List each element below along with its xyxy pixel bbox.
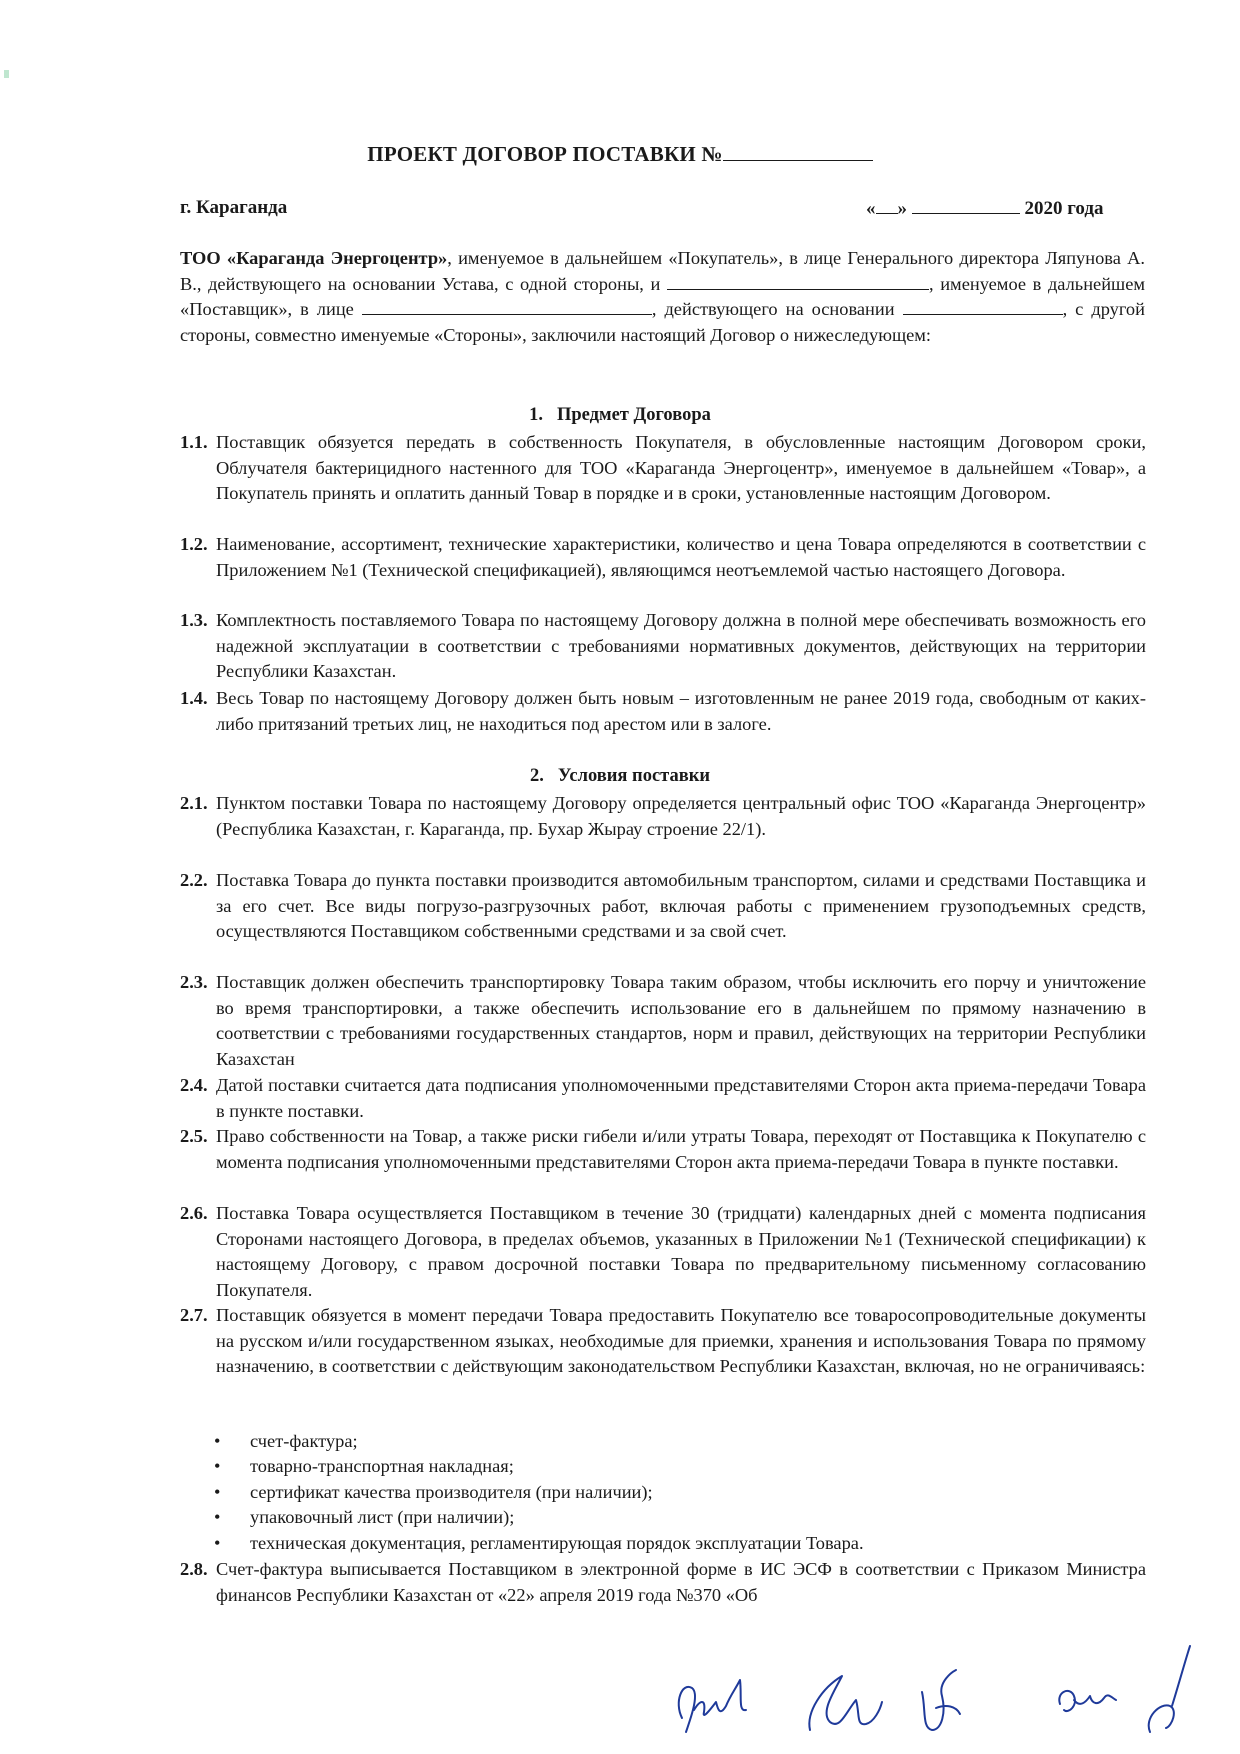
clause-number: 2.1.: [180, 793, 208, 813]
bullet-icon: •: [214, 1431, 221, 1451]
signature-5: [1149, 1646, 1190, 1732]
clause-number: 2.8.: [180, 1559, 208, 1579]
signature-3: [922, 1670, 960, 1730]
clause-number: 1.2.: [180, 534, 208, 554]
clause-text: Датой поставки считается дата подписания уполномоченными представителями Сторон акта приема-передачи Товара в пункте поставки.: [216, 1075, 1146, 1121]
bullet-icon: •: [214, 1507, 221, 1527]
clause-number: 2.7.: [180, 1305, 208, 1325]
document-title: [0, 142, 1240, 167]
section-title: Предмет Договора: [556, 405, 711, 425]
intro-text-5: , с другой стороны, совместно именуемые «Стороны», заключили настоящий Договор о нижеследующем:: [180, 299, 1145, 345]
contract-number-blank: [723, 142, 873, 161]
signature-4: [1059, 1691, 1116, 1711]
clause-text: Поставщик должен обеспечить транспортировку Товара таким образом, чтобы исключить его порчу и уничтожение во время транспортировки, а также обеспечить использование его в дальнейшем по прямому назначению в соответствии с требованиями государственных стандартов, норм и правил, действующих на территории Республики Казахстан: [216, 972, 1146, 1069]
section-title: Условия поставки: [557, 766, 711, 786]
date-quote-close: »: [897, 198, 907, 219]
date-year: 2020 года: [1024, 198, 1104, 219]
clause-text: Комплектность поставляемого Товара по настоящему Договору должна в полной мере обеспечивать возможность его надежной эксплуатации в соответствии с требованиями нормативных документов, действующих на территории Республики Казахстан.: [216, 610, 1146, 681]
bullet-text: товарно-транспортная накладная;: [250, 1456, 514, 1476]
supplier-basis-blank: [903, 298, 1063, 315]
clause-text: Поставщик обязуется передать в собственность Покупателя, в обусловленные настоящим Договором сроки, Облучателя бактерицидного настенного для ТОО «Караганда Энергоцентр», именуемое в дальнейшем «Товар», а Покупатель принять и оплатить данный Товар в порядке и в сроки, установленные настоящим Договором.: [216, 432, 1146, 503]
intro-paragraph: [180, 246, 1145, 348]
month-blank: [912, 197, 1020, 214]
title-text: ПРОЕКТ ДОГОВОР ПОСТАВКИ №: [367, 142, 723, 166]
signature-2: [809, 1676, 882, 1730]
clause-number: 1.3.: [180, 610, 208, 630]
supplier-name-blank: [667, 273, 929, 290]
clause-number: 2.5.: [180, 1126, 208, 1146]
intro-text-2: , именуемое в дальнейшем «Поставщик», в лице: [180, 273, 1145, 319]
clause-text: Поставка Товара до пункта поставки производится автомобильным транспортом, силами и средствами Поставщика и за его счет. Все виды погрузо-разгрузочных работ, включая работы с применением грузоподъемных средств, осуществляются Поставщиком собственными средствами и за свой счет.: [216, 870, 1146, 941]
city: г. Караганда: [180, 197, 288, 218]
bullet-icon: •: [214, 1533, 221, 1553]
bullet-icon: •: [214, 1456, 221, 1476]
bullet-icon: •: [214, 1482, 221, 1502]
clause-text: Весь Товар по настоящему Договору должен быть новым – изготовленным не ранее 2019 года, свободным от каких-либо притязаний третьих лиц, не находиться под арестом или в залоге.: [216, 688, 1146, 734]
clause-text: Наименование, ассортимент, технические характеристики, количество и цена Товара определяются в соответствии с Приложением №1 (Технической спецификацией), являющимся неотъемлемой частью настоящего Договора.: [216, 534, 1146, 580]
clause-number: 2.6.: [180, 1203, 208, 1223]
clause-number: 1.4.: [180, 688, 208, 708]
intro-text-1: , именуемое в дальнейшем «Покупатель», в лице Генерального директора Ляпунова А. В., действующего на основании Устава, с одной стороны, и: [180, 248, 1145, 294]
bullet-text: техническая документация, регламентирующая порядок эксплуатации Товара.: [250, 1533, 864, 1553]
signatures: [660, 1640, 1220, 1740]
clause-text: Пунктом поставки Товара по настоящему Договору определяется центральный офис ТОО «Караганда Энергоцентр» (Республика Казахстан, г. Караганда, пр. Бухар Жырау строение 22/1).: [216, 793, 1146, 839]
section-number: 2.: [529, 766, 544, 786]
date-quote-open: «: [866, 198, 876, 219]
day-blank: [876, 197, 898, 214]
clause-number: 1.1.: [180, 432, 208, 452]
clause-text: Поставка Товара осуществляется Поставщиком в течение 30 (тридцати) календарных дней с момента подписания Сторонами настоящего Договора, в пределах объемов, указанных в Приложении №1 (Технической спецификации) к настоящему Договору, с правом досрочной поставки Товара по предварительному письменному согласованию Покупателя.: [216, 1203, 1146, 1300]
clause-number: 2.2.: [180, 870, 208, 890]
intro-text-3: ,: [651, 299, 657, 319]
clause-number: 2.3.: [180, 972, 208, 992]
section-heading-1: [0, 405, 1240, 426]
clause-text: Счет-фактура выписывается Поставщиком в электронной форме в ИС ЭСФ в соответствии с Приказом Министра финансов Республики Казахстан от «22» апреля 2019 года №370 «Об: [216, 1559, 1146, 1605]
bullet-text: сертификат качества производителя (при наличии);: [250, 1482, 653, 1502]
bullet-text: счет-фактура;: [250, 1431, 358, 1451]
section-heading-2: [0, 766, 1240, 787]
buyer-name: ТОО «Караганда Энергоцентр»: [180, 248, 448, 268]
section-number: 1.: [529, 405, 543, 425]
intro-text-4: действующего на основании: [664, 299, 895, 319]
clause-number: 2.4.: [180, 1075, 208, 1095]
clause-text: Право собственности на Товар, а также риски гибели и/или утраты Товара, переходят от Поставщика к Покупателю с момента подписания уполномоченными представителями Сторон акта приема-передачи Товара в пункте поставки.: [216, 1126, 1146, 1172]
scan-mark: [4, 70, 9, 78]
clause-text: Поставщик обязуется в момент передачи Товара предоставить Покупателю все товаросопроводительные документы на русском и/или государственном языках, необходимые для приемки, хранения и использования Товара по прямому назначению, в соответствии с действующим законодательством Республики Казахстан, включая, но не ограничиваясь:: [216, 1305, 1146, 1376]
signature-1: [679, 1680, 746, 1732]
contract-date: [866, 197, 1103, 220]
supplier-rep-blank: [362, 298, 652, 315]
bullet-text: упаковочный лист (при наличии);: [250, 1507, 515, 1527]
